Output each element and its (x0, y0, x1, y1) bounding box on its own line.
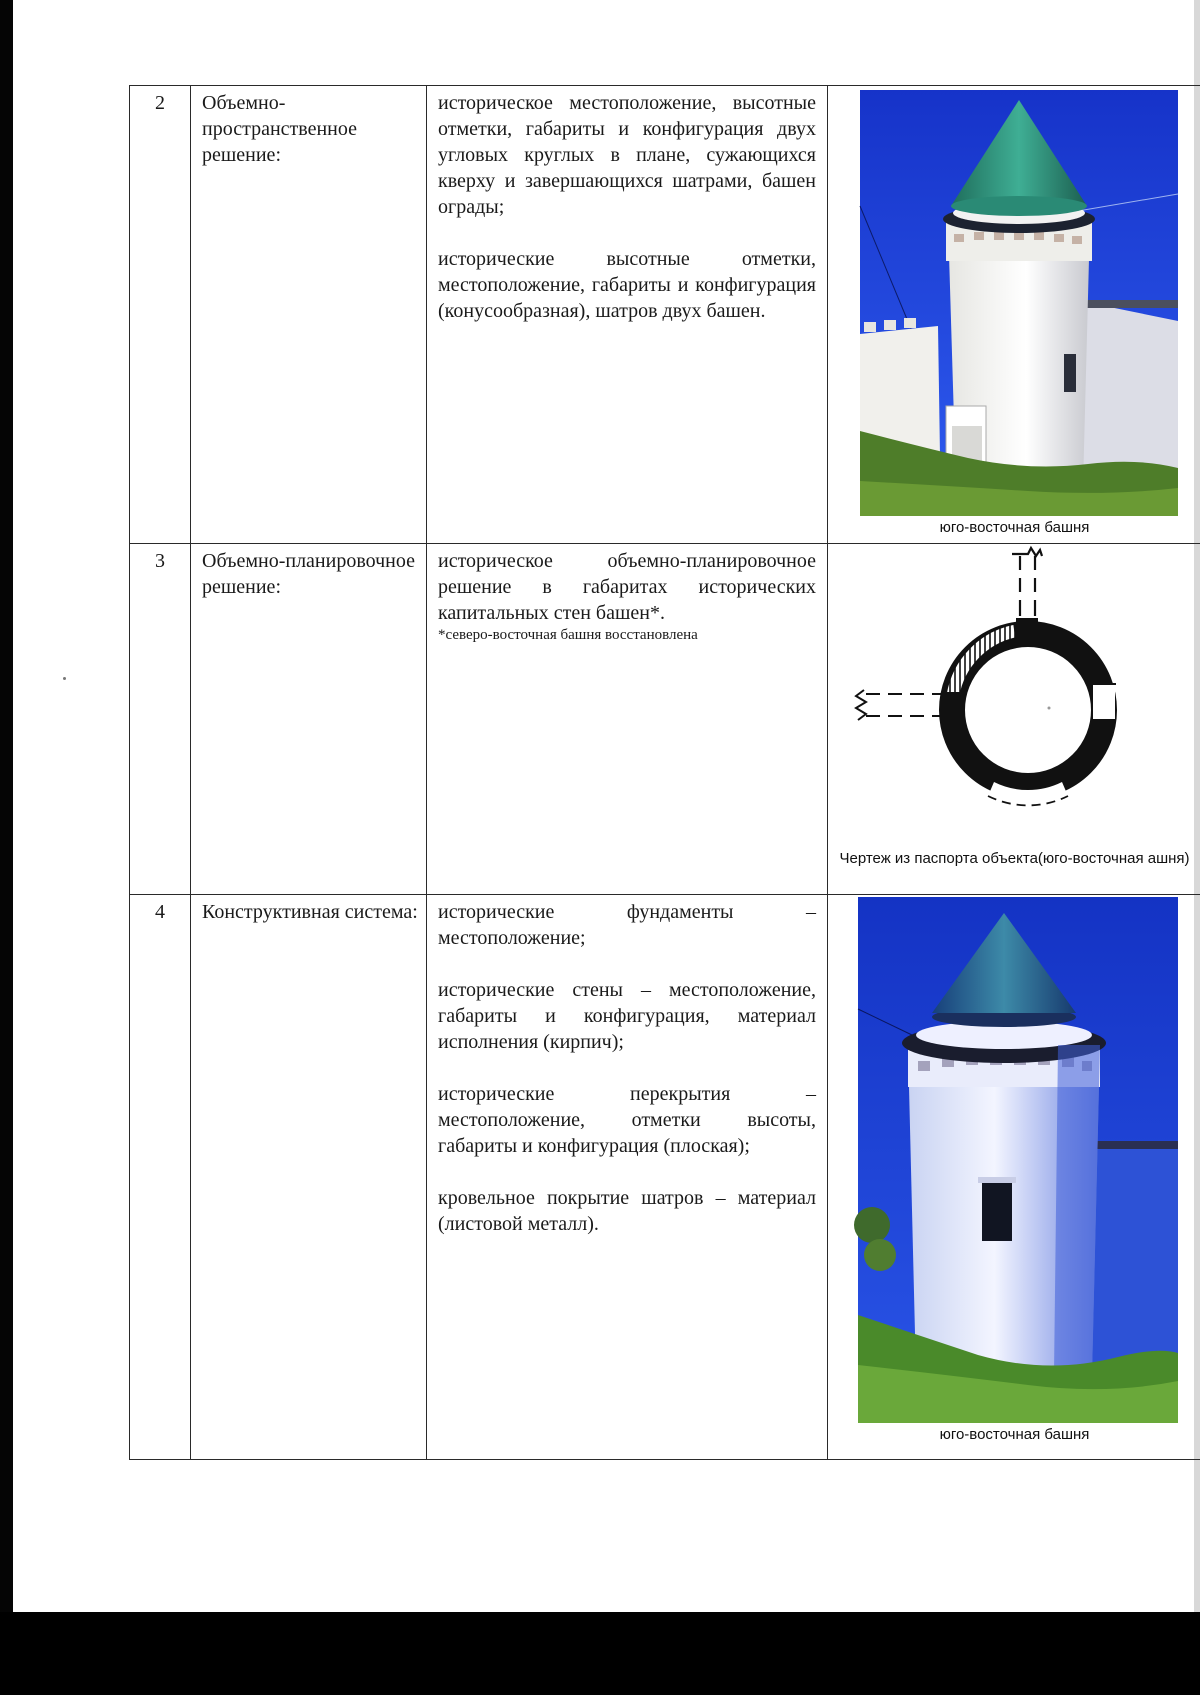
scan-speck (63, 677, 66, 680)
row-number: 3 (130, 544, 191, 895)
row-number: 2 (130, 86, 191, 544)
tower-photo (828, 895, 1200, 1423)
row-name: Конструктивная система: (191, 895, 427, 1460)
row-number: 4 (130, 895, 191, 1460)
description-paragraph: историческое местоположение, высотные отметки, габариты и конфигурация двух угловых круглых в плане, сужающихся кверху и завершающихся шатрами, башен ограды; (438, 92, 816, 218)
row-name: Объемно-пространственное решение: (191, 86, 427, 544)
scan-bottom-edge (0, 1612, 1200, 1695)
table-row (130, 544, 1200, 895)
description-paragraph: историческое объемно-планировочное решение в габаритах исторических капитальных стен башен*. (438, 550, 816, 624)
description-paragraph: исторические перекрытия – местоположение, отметки высоты, габариты и конфигурация (плоская); (438, 1083, 816, 1157)
row-name: Объемно-планировочное решение: (191, 544, 427, 895)
table-row (130, 86, 1200, 544)
drawing-cell (828, 544, 1200, 895)
description-paragraph: кровельное покрытие шатров – материал (листовой металл). (438, 1187, 816, 1235)
description-paragraph: исторические стены – местоположение, габариты и конфигурация, материал исполнения (кирпич); (438, 979, 816, 1053)
drawing-caption: Чертеж из паспорта объекта(юго-восточная ашня) (839, 850, 1190, 867)
photo-caption: юго-восточная башня (939, 1426, 1090, 1443)
photo-cell (828, 86, 1200, 544)
tower-plan-drawing (828, 544, 1200, 844)
photo-caption: юго-восточная башня (939, 519, 1090, 536)
table-row (130, 895, 1200, 1460)
scan-left-edge (0, 0, 13, 1695)
row-description (427, 86, 828, 544)
heritage-table (129, 85, 1200, 1460)
row-description (427, 895, 828, 1460)
description-paragraph: исторические высотные отметки, местоположение, габариты и конфигурация (конусообразная), шатров двух башен. (438, 248, 816, 322)
row-description (427, 544, 828, 895)
photo-cell (828, 895, 1200, 1460)
tower-photo (828, 86, 1200, 516)
description-paragraph: исторические фундаменты – местоположение; (438, 901, 816, 949)
footnote: *северо-восточная башня восстановлена (438, 627, 698, 643)
